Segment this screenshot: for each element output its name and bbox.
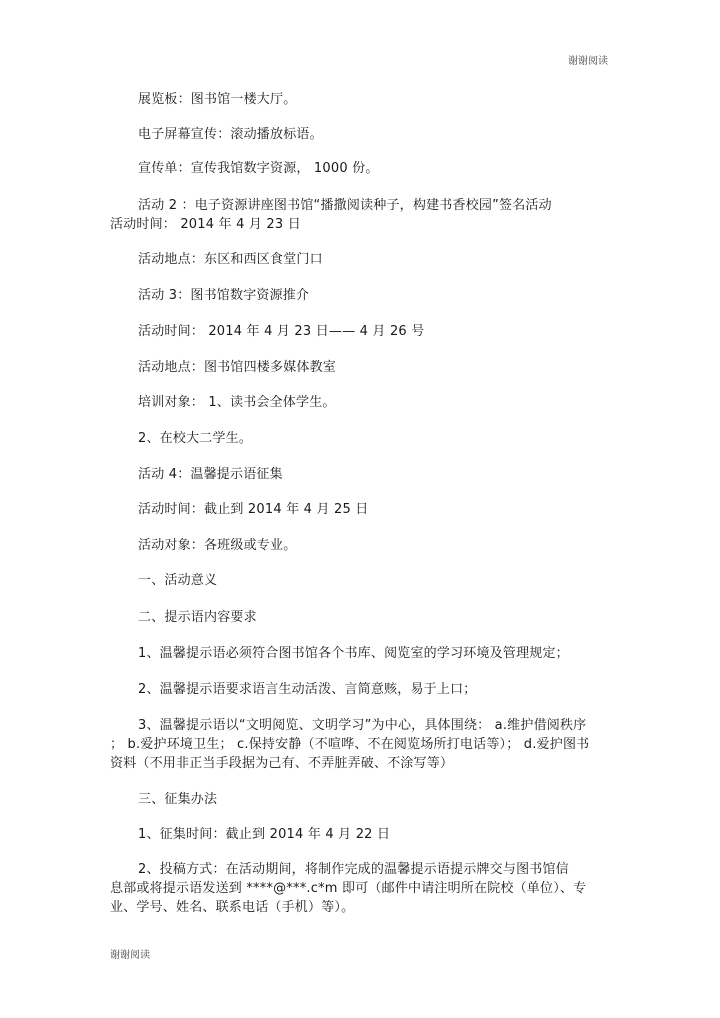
text-line: 活动 3：图书馆数字资源推介 (138, 288, 310, 303)
text-line: 电子屏幕宣传：滚动播放标语。 (138, 127, 323, 142)
text-line: 1、征集时间：截止到 2014 年 4 月 22 日 (138, 827, 391, 842)
text-line: 活动地点：图书馆四楼多媒体教室 (138, 360, 337, 375)
text-line: 2、投稿方式：在活动期间，将制作完成的温馨提示语提示牌交与图书馆信 (138, 862, 569, 877)
text-line: 培训对象： 1、读书会全体学生。 (138, 395, 336, 410)
footer-note: 谢谢阅读 (110, 950, 150, 961)
text-line: 活动时间： 2014 年 4 月 23 日—— 4 月 26 号 (138, 324, 425, 339)
text-line: 1、温馨提示语必须符合图书馆各个书库、阅览室的学习环境及管理规定； (138, 646, 569, 661)
text-line: 活动地点：东区和西区食堂门口 (138, 252, 323, 267)
section-heading: 一、活动意义 (138, 573, 218, 588)
text-line: 业、学号、姓名、联系电话（手机）等）。 (110, 900, 355, 915)
text-line: 展览板：图书馆一楼大厅。 (138, 92, 297, 107)
text-line: ； b.爱护环境卫生； c.保持安静（不喧哗、不在阅览场所打电话等）； d.爱护图书 (110, 737, 590, 752)
text-line: 活动对象：各班级或专业。 (138, 538, 297, 553)
text-line: 活动 4：温馨提示语征集 (138, 467, 283, 482)
text-line: 3、温馨提示语以“文明阅览、文明学习”为中心，具体围绕： a.维护借阅秩序 (138, 718, 587, 733)
text-line: 资料（不用非正当手段据为己有、不弄脏弄破、不涂写等） (110, 756, 454, 771)
header-note: 谢谢阅读 (568, 56, 608, 67)
section-heading: 二、提示语内容要求 (138, 610, 257, 625)
text-line: 宣传单：宣传我馆数字资源， 1000 份。 (138, 161, 379, 176)
text-line: 2、在校大二学生。 (138, 431, 253, 446)
text-line: 活动时间： 2014 年 4 月 23 日 (110, 217, 301, 232)
section-heading: 三、征集办法 (138, 792, 218, 807)
text-line: 2、温馨提示语要求语言生动活泼、言简意赅，易于上口； (138, 682, 477, 697)
text-line: 活动 2 ：电子资源讲座图书馆“播撒阅读种子，构建书香校园”签名活动 (138, 198, 552, 213)
text-line: 活动时间：截止到 2014 年 4 月 25 日 (138, 502, 369, 517)
text-line: 息部或将提示语发送到 ****@***.c*m 即可（邮件中请注明所在院校（单位）、专 (110, 881, 587, 896)
